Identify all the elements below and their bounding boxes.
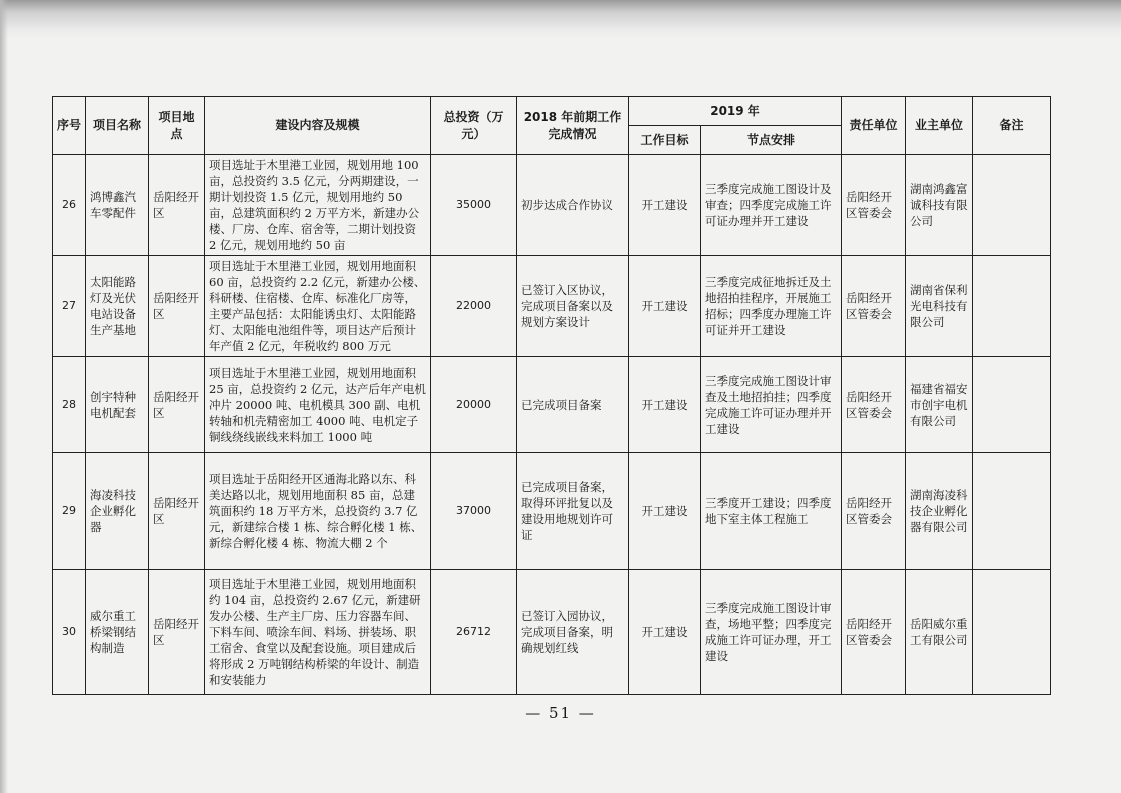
cell-investment: 22000 [431,256,517,357]
cell-progress: 已完成项目备案 [517,357,629,453]
cell-progress: 已完成项目备案，取得环评批复以及建设用地规划许可证 [517,453,629,570]
cell-content: 项目选址于木里港工业园，规划用地 100 亩，总投资约 3.5 亿元，分两期建设，一期计划投资 1.5 亿元，规划用地约 50 亩，总建筑面积约 2 万平方米，新建办公楼、厂房、仓库、宿舍等，二期计划投资 2 亿元，规划用地约 50 亩 [205,155,431,256]
cell-goal: 开工建设 [629,357,701,453]
page-number: — 51 — [525,704,596,722]
cell-seq: 26 [53,155,86,256]
header-goal: 工作目标 [629,126,701,155]
header-responsible: 责任单位 [842,97,906,155]
cell-seq: 28 [53,357,86,453]
cell-owner: 湖南海凌科技企业孵化器有限公司 [906,453,973,570]
cell-remarks [973,570,1051,695]
cell-schedule: 三季度完成施工图设计及审查；四季度完成施工许可证办理并开工建设 [701,155,842,256]
cell-investment: 20000 [431,357,517,453]
header-progress-2018: 2018 年前期工作完成情况 [517,97,629,155]
scan-left-edge [0,0,8,793]
cell-remarks [973,357,1051,453]
cell-location: 岳阳经开区 [149,357,205,453]
cell-name: 威尔重工桥梁钢结构制造 [86,570,149,695]
header-name: 项目名称 [86,97,149,155]
table-row [53,155,1051,256]
cell-remarks [973,453,1051,570]
table-row [53,453,1051,570]
cell-responsible: 岳阳经开区管委会 [842,256,906,357]
cell-seq: 27 [53,256,86,357]
project-table [52,96,1051,695]
cell-remarks [973,256,1051,357]
cell-responsible: 岳阳经开区管委会 [842,453,906,570]
cell-location: 岳阳经开区 [149,155,205,256]
cell-owner: 湖南鸿鑫富诚科技有限公司 [906,155,973,256]
cell-schedule: 三季度完成施工图设计审查及土地招拍挂；四季度完成施工许可证办理并开工建设 [701,357,842,453]
cell-location: 岳阳经开区 [149,570,205,695]
cell-responsible: 岳阳经开区管委会 [842,357,906,453]
header-schedule: 节点安排 [701,126,842,155]
cell-goal: 开工建设 [629,570,701,695]
cell-investment: 37000 [431,453,517,570]
cell-location: 岳阳经开区 [149,453,205,570]
cell-schedule: 三季度完成征地拆迁及土地招拍挂程序，开展施工招标；四季度办理施工许可证并开工建设 [701,256,842,357]
header-owner: 业主单位 [906,97,973,155]
cell-responsible: 岳阳经开区管委会 [842,570,906,695]
cell-name: 鸿博鑫汽车零配件 [86,155,149,256]
cell-responsible: 岳阳经开区管委会 [842,155,906,256]
header-location: 项目地点 [149,97,205,155]
cell-investment: 35000 [431,155,517,256]
header-seq: 序号 [53,97,86,155]
cell-content: 项目选址于木里港工业园，规划用地面积 25 亩，总投资约 2 亿元，达产后年产电机冲片 20000 吨、电机模具 300 副、电机转轴和机壳精密加工 4000 吨、电机定子铜线绕线嵌线来料加工 1000 吨 [205,357,431,453]
header-investment: 总投资（万元） [431,97,517,155]
header-content: 建设内容及规模 [205,97,431,155]
cell-name: 海凌科技企业孵化器 [86,453,149,570]
scan-edge-shadow [0,0,1121,40]
cell-investment: 26712 [431,570,517,695]
cell-content: 项目选址于岳阳经开区通海北路以东、科美达路以北，规划用地面积 85 亩，总建筑面积约 18 万平方米，总投资约 3.7 亿元，新建综合楼 1 栋、综合孵化楼 1 栋、新综合孵化楼 4 栋、物流大棚 2 个 [205,453,431,570]
cell-progress: 已签订入园协议，完成项目备案，明确规划红线 [517,570,629,695]
cell-progress: 已签订入区协议，完成项目备案以及规划方案设计 [517,256,629,357]
cell-goal: 开工建设 [629,155,701,256]
cell-schedule: 三季度完成施工图设计审查，场地平整；四季度完成施工许可证办理，开工建设 [701,570,842,695]
cell-location: 岳阳经开区 [149,256,205,357]
table-row [53,570,1051,695]
header-year-2019: 2019 年 [629,97,842,126]
cell-content: 项目选址于木里港工业园，规划用地面积约 104 亩，总投资约 2.67 亿元，新建研发办公楼、生产主厂房、压力容器车间、下料车间、喷涂车间、料场、拼装场、职工宿舍、食堂以及配套设施。项目建成后将形成 2 万吨钢结构桥梁的年设计、制造和安装能力 [205,570,431,695]
cell-content: 项目选址于木里港工业园，规划用地面积 60 亩，总投资约 2.2 亿元，新建办公楼、科研楼、住宿楼、仓库、标准化厂房等，主要产品包括：太阳能诱虫灯、太阳能路灯、太阳能电池组件等，项目达产后预计年产值 2 亿元，年税收约 800 万元 [205,256,431,357]
cell-name: 创宇特种电机配套 [86,357,149,453]
cell-goal: 开工建设 [629,453,701,570]
table-row [53,357,1051,453]
cell-schedule: 三季度开工建设；四季度地下室主体工程施工 [701,453,842,570]
cell-goal: 开工建设 [629,256,701,357]
cell-owner: 福建省福安市创宇电机有限公司 [906,357,973,453]
cell-seq: 30 [53,570,86,695]
cell-remarks [973,155,1051,256]
cell-owner: 湖南省保利光电科技有限公司 [906,256,973,357]
cell-owner: 岳阳威尔重工有限公司 [906,570,973,695]
header-remarks: 备注 [973,97,1051,155]
cell-name: 太阳能路灯及光伏电站设备生产基地 [86,256,149,357]
cell-progress: 初步达成合作协议 [517,155,629,256]
cell-seq: 29 [53,453,86,570]
table-row [53,256,1051,357]
